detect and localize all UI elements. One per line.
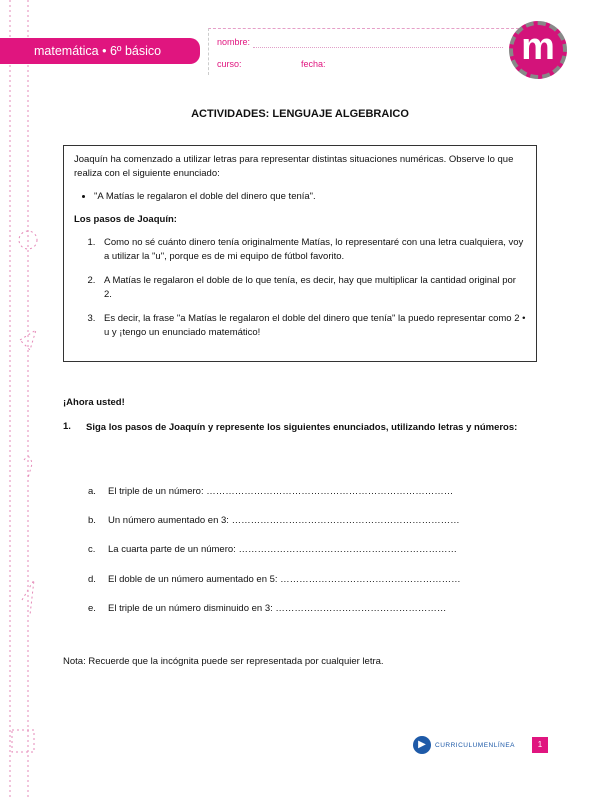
item-text: El triple de un número disminuido en 3: ……………………………………………… <box>108 603 447 614</box>
example-statement: • "A Matías le regalaron el doble del dinero que tenía". <box>94 190 526 204</box>
item-text: El doble de un número aumentado en 5: ………………………………………………… <box>108 574 461 585</box>
course-label: curso: <box>217 59 242 69</box>
exercise-item[interactable] <box>88 486 453 497</box>
exercise-item[interactable] <box>88 603 446 614</box>
name-label: nombre: <box>217 37 251 47</box>
play-icon: ▶ <box>413 736 431 754</box>
date-label: fecha: <box>301 59 326 69</box>
page-title: ACTIVIDADES: LENGUAJE ALGEBRAICO <box>191 108 409 120</box>
now-you-heading: ¡Ahora usted! <box>63 397 125 408</box>
step-item: 3. Es decir, la frase "a Matías le regalaron el doble del dinero que tenía" la puedo representar como 2 • u y ¡tengo un enunciado matemático! <box>98 312 526 340</box>
item-letter: b. <box>88 515 96 526</box>
grade-label: 6º básico <box>109 44 162 58</box>
item-letter: c. <box>88 544 96 555</box>
subject-label: matemática <box>34 44 99 58</box>
question-text: Siga los pasos de Joaquín y represente los siguientes enunciados, utilizando letras y números: <box>86 422 518 433</box>
item-letter: a. <box>88 486 96 497</box>
brand-text: CURRICULUMENLÍNEA <box>435 741 516 749</box>
margin-decoration-icon <box>0 0 50 800</box>
note-text: Nota: Recuerde que la incógnita puede ser representada por cualquier letra. <box>63 656 384 667</box>
curriculum-logo <box>413 736 515 754</box>
exercise-item[interactable] <box>88 574 461 585</box>
item-text: El triple de un número: …………………………………………………………………… <box>108 486 454 497</box>
item-text: La cuarta parte de un número: …………………………………………………………… <box>108 544 457 555</box>
item-text: Un número aumentado en 3: ……………………………………………………………… <box>108 515 460 526</box>
steps-heading: Los pasos de Joaquín: <box>74 214 177 225</box>
exercise-item[interactable] <box>88 544 457 555</box>
item-letter: d. <box>88 574 96 585</box>
question-number: 1. <box>63 421 71 432</box>
item-letter: e. <box>88 603 96 614</box>
student-info-box <box>208 28 519 75</box>
step-item: 1. Como no sé cuánto dinero tenía originalmente Matías, lo representaré con una letra cualquiera, voy a utilizar la "u", porque es de mi equipo de fútbol favorito. <box>98 236 526 264</box>
name-field[interactable] <box>253 47 503 48</box>
separator: • <box>102 44 107 58</box>
logo-letter: m <box>521 26 555 68</box>
exercise-item[interactable] <box>88 515 460 526</box>
example-box <box>63 145 537 362</box>
step-item: 2. A Matías le regalaron el doble de lo que tenía, es decir, hay que multiplicar la cantidad original por 2. <box>98 274 526 302</box>
subject-banner <box>0 38 200 64</box>
math-logo <box>509 21 567 79</box>
page-number: 1 <box>532 737 548 753</box>
intro-text: Joaquín ha comenzado a utilizar letras para representar distintas situaciones numéricas. Observe lo que realiza con el siguiente enunciado: <box>74 154 514 179</box>
